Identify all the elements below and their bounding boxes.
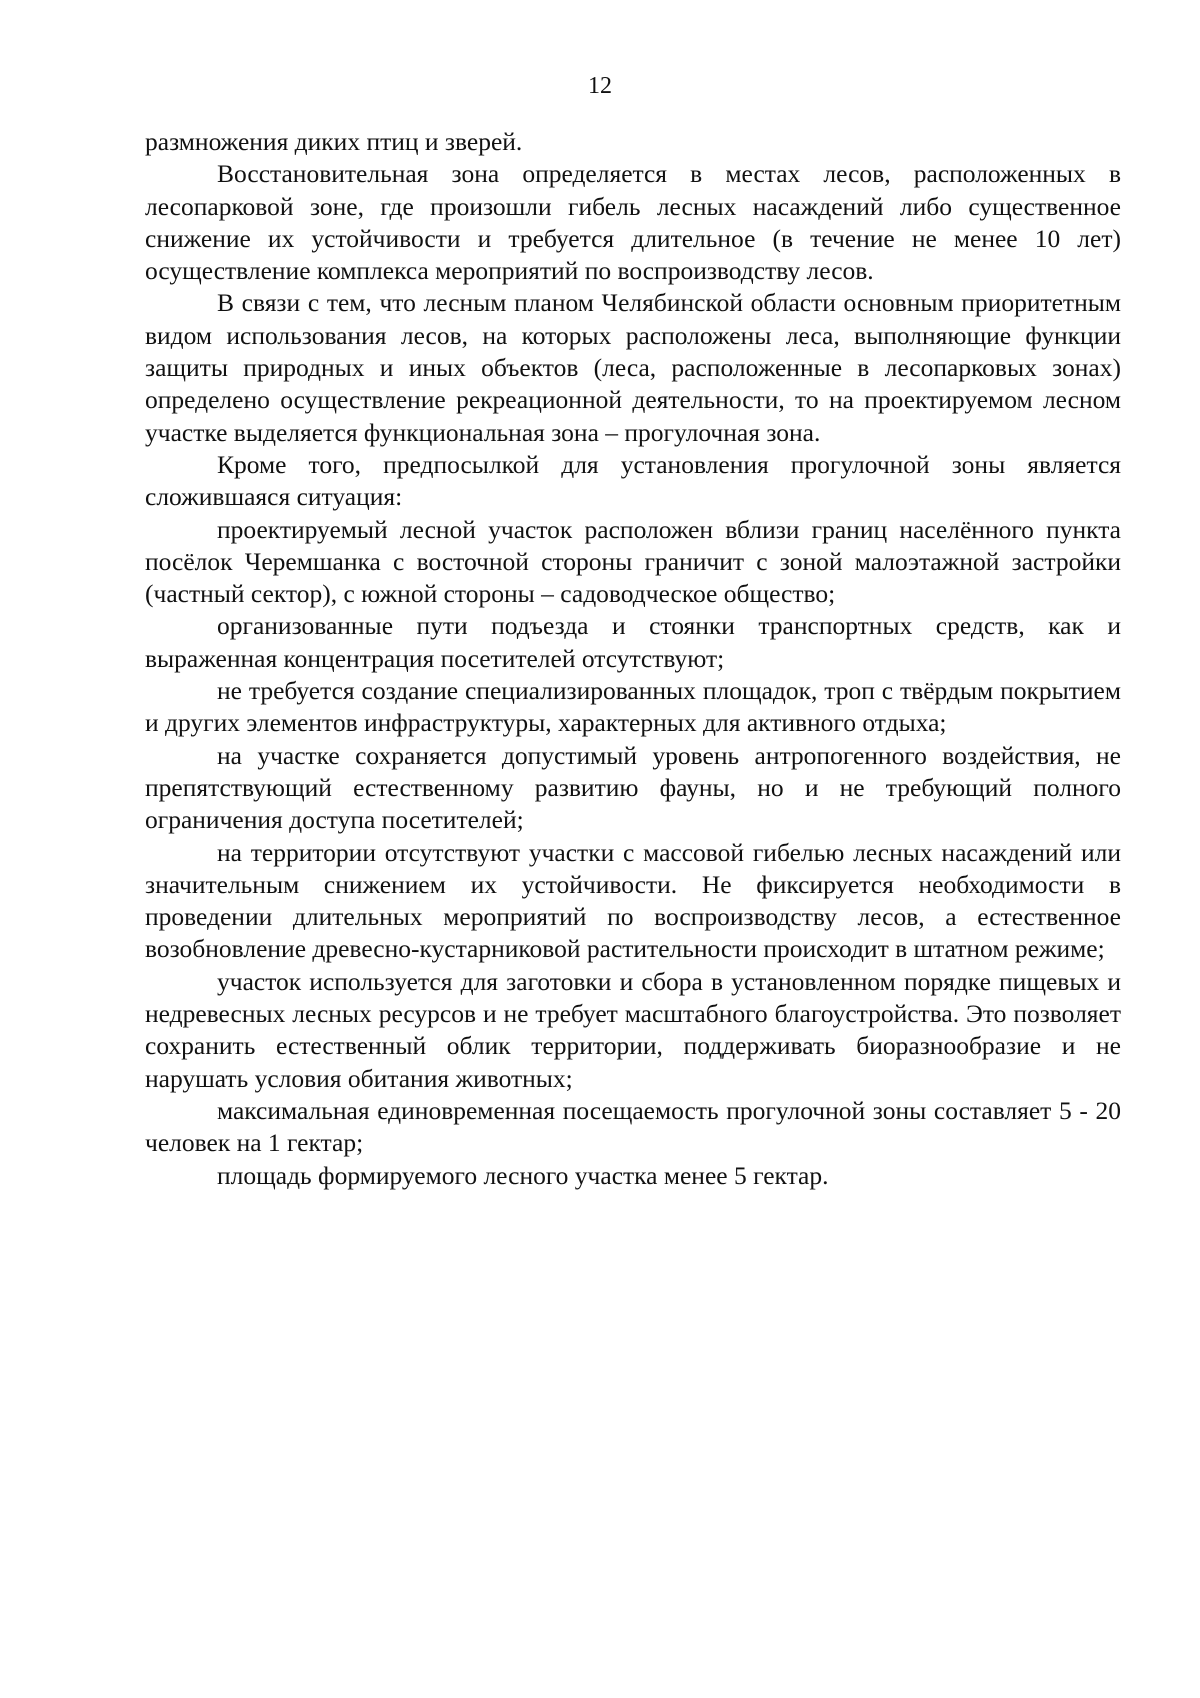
list-item-resources: участок используется для заготовки и сбора в установленном порядке пищевых и недревесных лесных ресурсов и не требует масштабного благоустройства. Это позволяет сохранить естественный облик территории, поддерживать биоразнообразие и не нарушать условия обитания животных; bbox=[145, 966, 1121, 1093]
list-item-impact: на участке сохраняется допустимый уровень антропогенного воздействия, не препятствующий естественному развитию фауны, но и не требующий полного ограничения доступа посетителей; bbox=[145, 740, 1121, 835]
page-number: 12 bbox=[588, 73, 612, 99]
list-item-territory: на территории отсутствуют участки с массовой гибелью лесных насаждений или значительным снижением их устойчивости. Не фиксируется необходимости в проведении длительных мероприятий по воспроизводству лесов, а естественное возобновление древесно-кустарниковой растительности происходит в штатном режиме; bbox=[145, 837, 1121, 964]
list-item-location: проектируемый лесной участок расположен вблизи границ населённого пункта посёлок Черемшанка с восточной стороны граничит с зоной малоэтажной застройки (частный сектор), с южной стороны – садоводческое общество; bbox=[145, 514, 1121, 609]
paragraph-prerequisites: Кроме того, предпосылкой для установления прогулочной зоны является сложившаяся ситуация: bbox=[145, 449, 1121, 512]
list-item-attendance: максимальная единовременная посещаемость прогулочной зоны составляет 5 - 20 человек на 1 гектар; bbox=[145, 1095, 1121, 1158]
list-item-area: площадь формируемого лесного участка менее 5 гектар. bbox=[217, 1160, 829, 1190]
list-item-access: организованные пути подъезда и стоянки транспортных средств, как и выраженная концентрация посетителей отсутствуют; bbox=[145, 611, 1121, 673]
list-item-infrastructure: не требуется создание специализированных площадок, троп с твёрдым покрытием и других элементов инфраструктуры, характерных для активного отдыха; bbox=[145, 676, 1121, 738]
paragraph-restoration-zone: Восстановительная зона определяется в местах лесов, расположенных в лесопарковой зоне, где произошли гибель лесных насаждений либо существенное снижение их устойчивости и требуется длительное (в течение не менее 10 лет) осуществление комплекса мероприятий по воспроизводству лесов. bbox=[145, 159, 1121, 286]
paragraph-forest-plan: В связи с тем, что лесным планом Челябинской области основным приоритетным видом использования лесов, на которых расположены леса, выполняющие функции защиты природных и иных объектов (леса, расположенные в лесопарковых зонах) определено осуществление рекреационной деятельности, то на проектируемом лесном участке выделяется функциональная зона – прогулочная зона. bbox=[145, 288, 1121, 447]
document-body bbox=[145, 126, 1121, 1192]
paragraph-continuation: размножения диких птиц и зверей. bbox=[145, 127, 523, 156]
